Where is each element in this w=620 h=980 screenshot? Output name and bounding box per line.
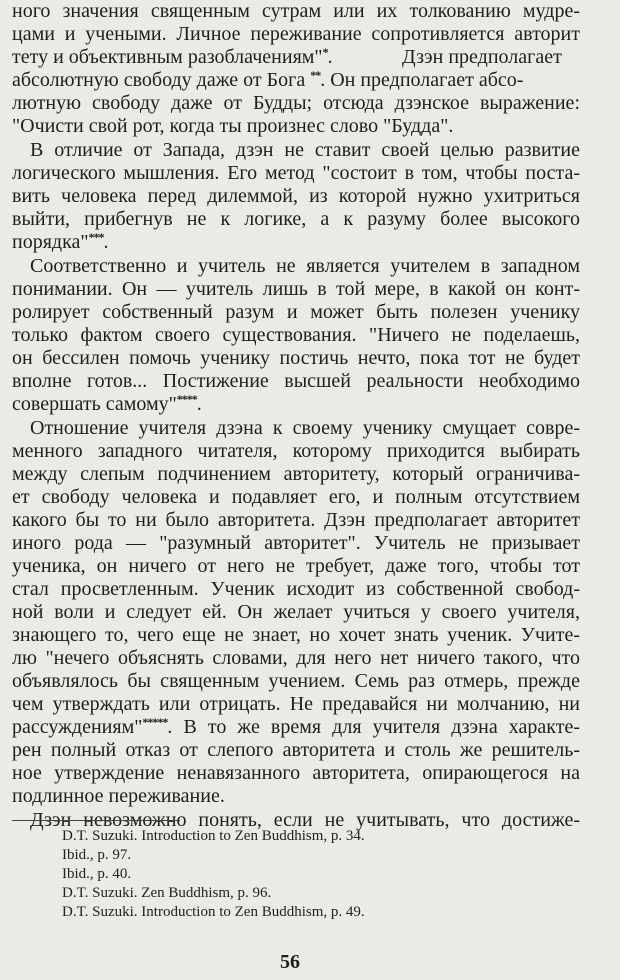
line-text: совершать самому" — [12, 393, 177, 415]
footnote-text: D.T. Suzuki. Introduction to Zen Buddhism, p. 34. — [62, 828, 365, 844]
line-text: менного западного читателя, которому приходится выбирать — [12, 440, 580, 462]
line-text: . Он предполагает абсо- — [320, 69, 524, 91]
text-line — [12, 0, 580, 22]
line-text: . — [327, 46, 333, 68]
text-line — [30, 139, 580, 161]
line-text: порядка" — [12, 231, 89, 253]
footnote-marker: ***** — [142, 716, 168, 729]
line-text: ной воли и следует ей. Он желает учиться у своего учителя, — [12, 601, 580, 623]
page-number: 56 — [280, 951, 300, 973]
line-text: рассуждениям" — [12, 716, 143, 738]
text-line — [12, 762, 580, 784]
footnote-text: D.T. Suzuki. Introduction to Zen Buddhism, p. 49. — [62, 904, 365, 920]
footnote-marker: * — [322, 46, 328, 59]
line-text: подлинное переживание. — [12, 785, 225, 807]
line-text: знающего то, чего еще не знает, но хочет знать ученик. Учите- — [12, 624, 580, 646]
text-line — [30, 255, 580, 277]
line-text: Дзэн невозможно понять, если не учитывать, что достиже- — [30, 809, 580, 831]
line-text: логического мышления. Его метод "состоит в том, чтобы поста- — [12, 162, 580, 184]
text-line — [12, 739, 580, 761]
text-line — [12, 693, 580, 715]
line-text: лютную свободу даже от Будды; отсюда дзэнское выражение: — [12, 92, 580, 114]
line-text: выйти, прибегнув не к логике, а к разуму более высокого — [12, 208, 580, 230]
line-text: понимании. Он — учитель лишь в той мере, в какой он конт- — [12, 278, 580, 300]
text-line — [12, 185, 580, 207]
text-line — [12, 324, 580, 346]
text-line — [12, 69, 580, 91]
line-text: ное утверждение ненавязанного авторитета, опирающегося на — [12, 762, 580, 784]
text-line — [12, 393, 580, 415]
footnote-text: Ibid., p. 97. — [62, 847, 132, 863]
text-line — [12, 624, 580, 646]
line-text: лю "нечего объяснять словами, для него нет ничего такого, что — [12, 647, 580, 669]
text-line — [12, 555, 580, 577]
text-line — [12, 440, 580, 462]
text-line — [12, 92, 580, 114]
text-line — [12, 601, 580, 623]
text-line — [12, 463, 580, 485]
text-line — [402, 46, 580, 68]
footnote-divider — [12, 820, 180, 821]
line-text: ет свободу человека и подавляет его, и полным отсутствием — [12, 486, 580, 508]
footnote-marker: *** — [88, 231, 104, 244]
footnote-marker: ** — [310, 69, 321, 82]
line-text: абсолютную свободу даже от Бога — [12, 69, 306, 91]
text-line — [12, 115, 580, 137]
line-text: "Очисти свой рот, когда ты произнес слово "Будда". — [12, 115, 454, 137]
text-line — [12, 278, 580, 300]
footnote-text: D.T. Suzuki. Zen Buddhism, p. 96. — [62, 885, 272, 901]
footnote-text: Ibid., p. 40. — [62, 866, 132, 882]
line-text: только фактом своего существования. "Ничего не поделаешь, — [12, 324, 580, 346]
line-text: В отличие от Запада, дзэн не ставит своей целью развитие — [30, 139, 580, 161]
text-line — [12, 23, 580, 45]
line-text: он бессилен помочь ученику постичь нечто, пока тот не будет — [12, 347, 580, 369]
line-text: вить человека перед дилеммой, из которой нужно ухитриться — [12, 185, 580, 207]
line-text: ролирует собственный разум и может быть полезен ученику — [12, 301, 580, 323]
text-line — [12, 578, 580, 600]
line-text: . — [196, 393, 202, 415]
text-line — [12, 208, 580, 230]
line-text: . — [103, 231, 109, 253]
line-text: объявлялось бы священным учением. Семь раз отмерь, прежде — [12, 670, 580, 692]
text-line — [30, 417, 580, 439]
text-line — [12, 716, 580, 738]
line-text: . В то же время для учителя дзэна характе- — [167, 716, 580, 738]
line-text: Соответственно и учитель не является учителем в западном — [30, 255, 580, 277]
line-text: рен полный отказ от слепого авторитета и столь же решитель- — [12, 739, 580, 761]
text-line — [12, 162, 580, 184]
text-line — [12, 532, 580, 554]
text-line — [12, 509, 580, 531]
text-line — [12, 46, 402, 68]
line-text: Отношение учителя дзэна к своему ученику смущает совре- — [30, 417, 580, 439]
text-line — [12, 301, 580, 323]
line-text: ученика, он ничего от него не требует, даже того, чтобы тот — [12, 555, 580, 577]
line-text: между слепым подчинением авторитету, который ограничива- — [12, 463, 580, 485]
text-line — [12, 231, 580, 253]
line-text: какого бы то ни было авторитета. Дзэн предполагает авторитет — [12, 509, 580, 531]
line-text: ного значения священным сутрам или их толкованию мудре- — [12, 0, 580, 22]
text-line — [12, 486, 580, 508]
text-line — [12, 785, 580, 807]
line-text: цами и учеными. Личное переживание сопротивляется авторит — [12, 23, 580, 45]
line-text: Дзэн предполагает — [402, 46, 562, 68]
line-text: тету и объективным разоблачениям" — [12, 46, 323, 68]
text-line — [12, 647, 580, 669]
text-line — [12, 347, 580, 369]
text-line — [12, 670, 580, 692]
text-line — [12, 370, 580, 392]
line-text: стал просветленным. Ученик исходит из собственной свобод- — [12, 578, 580, 600]
line-text: иного рода — "разумный авторитет". Учитель не призывает — [12, 532, 580, 554]
footnote-marker: **** — [176, 393, 197, 406]
line-text: вполне готов... Постижение высшей реальности необходимо — [12, 370, 580, 392]
line-text: чем утверждать или отрицать. Не предавайся ни молчанию, ни — [12, 693, 580, 715]
